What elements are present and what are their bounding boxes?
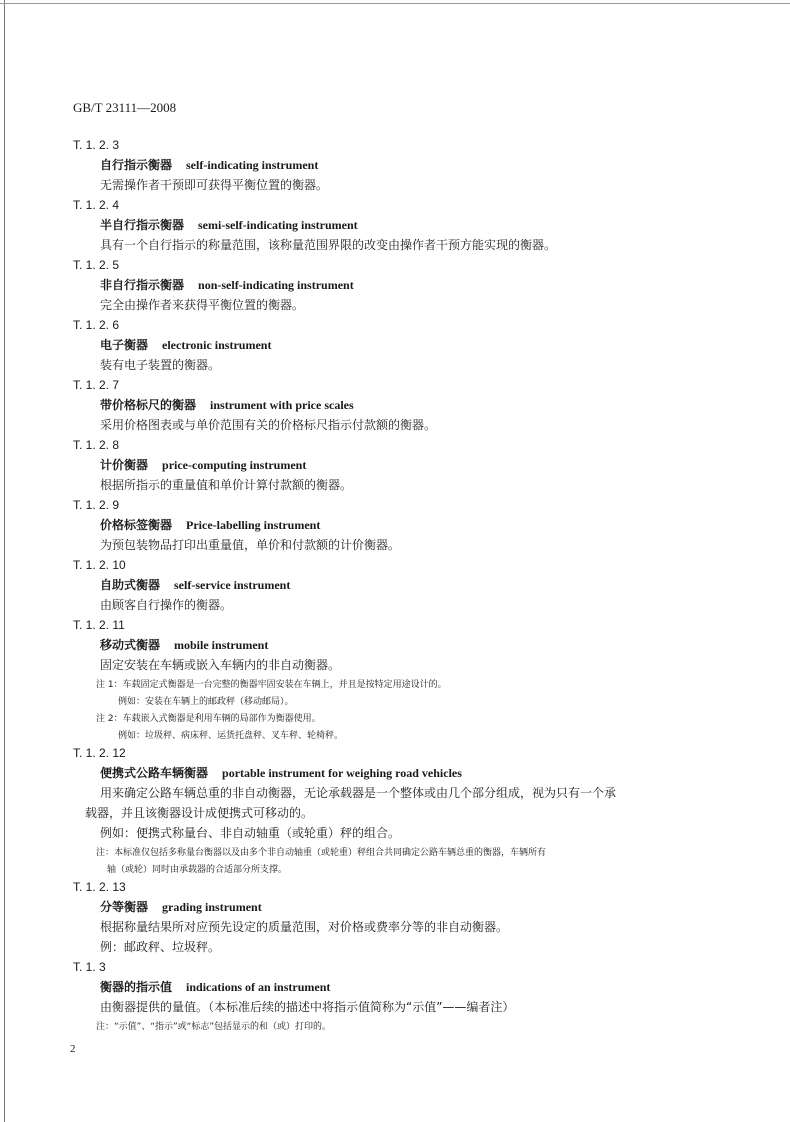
note-text: 注：本标准仅包括多称量台衡器以及由多个非自动轴重（或轮重）秤组合共同确定公路车辆总重的衡器，车辆所有 [96, 848, 547, 858]
clause-number: T. 1. 2. 9 [73, 498, 120, 512]
clause-number: T. 1. 2. 5 [73, 258, 120, 272]
term-chinese: 自助式衡器 [100, 578, 161, 592]
definition-text: 根据称量结果所对应预先设定的质量范围，对价格或费率分等的非自动衡器。 [100, 920, 509, 934]
clause-number: T. 1. 2. 6 [73, 318, 120, 332]
term-heading [100, 218, 358, 232]
note-text: 例如：安装在车辆上的邮政秤（移动邮局）。 [118, 697, 294, 707]
definition-text: 具有一个自行指示的称量范围，该称量范围界限的改变由操作者干预方能实现的衡器。 [100, 238, 557, 252]
term-english: Price-labelling instrument [186, 518, 321, 532]
term-heading [100, 578, 290, 592]
term-english: self-indicating instrument [186, 158, 319, 172]
definition-text: 采用价格图表或与单价范围有关的价格标尺指示付款额的衡器。 [100, 418, 437, 432]
note-text: 例如：垃圾秤、病床秤、运货托盘秤、叉车秤、轮椅秤。 [118, 731, 344, 741]
clause-number: T. 1. 2. 12 [73, 746, 126, 760]
clause-number: T. 1. 3 [73, 960, 106, 974]
definition-text: 固定安装在车辆或嵌入车辆内的非自动衡器。 [100, 658, 341, 672]
term-heading [100, 518, 320, 532]
term-chinese: 衡器的指示值 [100, 980, 173, 994]
term-heading [100, 398, 354, 412]
term-chinese: 带价格标尺的衡器 [100, 398, 197, 412]
term-english: mobile instrument [174, 638, 269, 652]
clause-number: T. 1. 2. 3 [73, 138, 120, 152]
clause-number: T. 1. 2. 13 [73, 880, 126, 894]
term-chinese: 电子衡器 [100, 338, 149, 352]
clause-number: T. 1. 2. 4 [73, 198, 120, 212]
term-english: non-self-indicating instrument [198, 278, 354, 292]
clause-number: T. 1. 2. 10 [73, 558, 126, 572]
definition-text: 无需操作者干预即可获得平衡位置的衡器。 [100, 178, 329, 192]
definition-text: 由衡器提供的量值。（本标准后续的描述中将指示值简称为“示值”——编者注） [100, 1000, 515, 1014]
term-chinese: 非自行指示衡器 [100, 278, 185, 292]
term-chinese: 计价衡器 [100, 458, 149, 472]
term-heading [100, 766, 462, 780]
clause-number: T. 1. 2. 11 [73, 618, 125, 632]
page-number: 2 [70, 1043, 76, 1055]
term-chinese: 便携式公路车辆衡器 [100, 766, 209, 780]
term-english: grading instrument [162, 900, 262, 914]
definition-text: 例：邮政秤、垃圾秤。 [100, 940, 221, 954]
term-heading [100, 458, 306, 472]
definition-text: 为预包装物品打印出重量值，单价和付款额的计价衡器。 [100, 538, 401, 552]
term-english: price-computing instrument [162, 458, 307, 472]
term-chinese: 半自行指示衡器 [100, 218, 185, 232]
term-english: semi-self-indicating instrument [198, 218, 358, 232]
term-english: self-service instrument [174, 578, 291, 592]
definition-text: 用来确定公路车辆总重的非自动衡器，无论承载器是一个整体或由几个部分组成，视为只有一个承 [100, 786, 617, 800]
term-english: instrument with price scales [210, 398, 354, 412]
term-heading [100, 158, 318, 172]
definition-text: 完全由操作者来获得平衡位置的衡器。 [100, 298, 305, 312]
definition-text: 根据所指示的重量值和单价计算付款额的衡器。 [100, 478, 353, 492]
clause-number: T. 1. 2. 8 [73, 438, 120, 452]
note-text: 注：“示值”、“指示”或“标志”包括显示的和（或）打印的。 [96, 1022, 331, 1032]
note-text: 轴（或轮）同时由承载器的合适部分所支撑。 [107, 865, 288, 875]
term-chinese: 自行指示衡器 [100, 158, 173, 172]
standard-header: GB/T 23111—2008 [73, 100, 177, 115]
note-text: 注 2：车载嵌入式衡器是利用车辆的局部作为衡器使用。 [96, 714, 321, 724]
term-heading [100, 278, 354, 292]
term-chinese: 分等衡器 [100, 900, 149, 914]
definition-text: 载器，并且该衡器设计成便携式可移动的。 [85, 806, 314, 820]
term-english: electronic instrument [162, 338, 272, 352]
clause-number: T. 1. 2. 7 [73, 378, 120, 392]
definition-text: 装有电子装置的衡器。 [100, 358, 221, 372]
note-text: 注 1：车载固定式衡器是一台完整的衡器牢固安装在车辆上，并且是按特定用途设计的。 [96, 680, 447, 690]
term-heading [100, 638, 268, 652]
term-english: portable instrument for weighing road vehicles [222, 766, 462, 780]
term-english: indications of an instrument [186, 980, 331, 994]
term-heading [100, 900, 262, 914]
term-heading [100, 980, 330, 994]
definition-text: 例如：便携式称量台、非自动轴重（或轮重）秤的组合。 [100, 826, 401, 840]
term-chinese: 移动式衡器 [100, 638, 161, 652]
term-chinese: 价格标签衡器 [100, 518, 173, 532]
definition-text: 由顾客自行操作的衡器。 [100, 598, 233, 612]
term-heading [100, 338, 271, 352]
